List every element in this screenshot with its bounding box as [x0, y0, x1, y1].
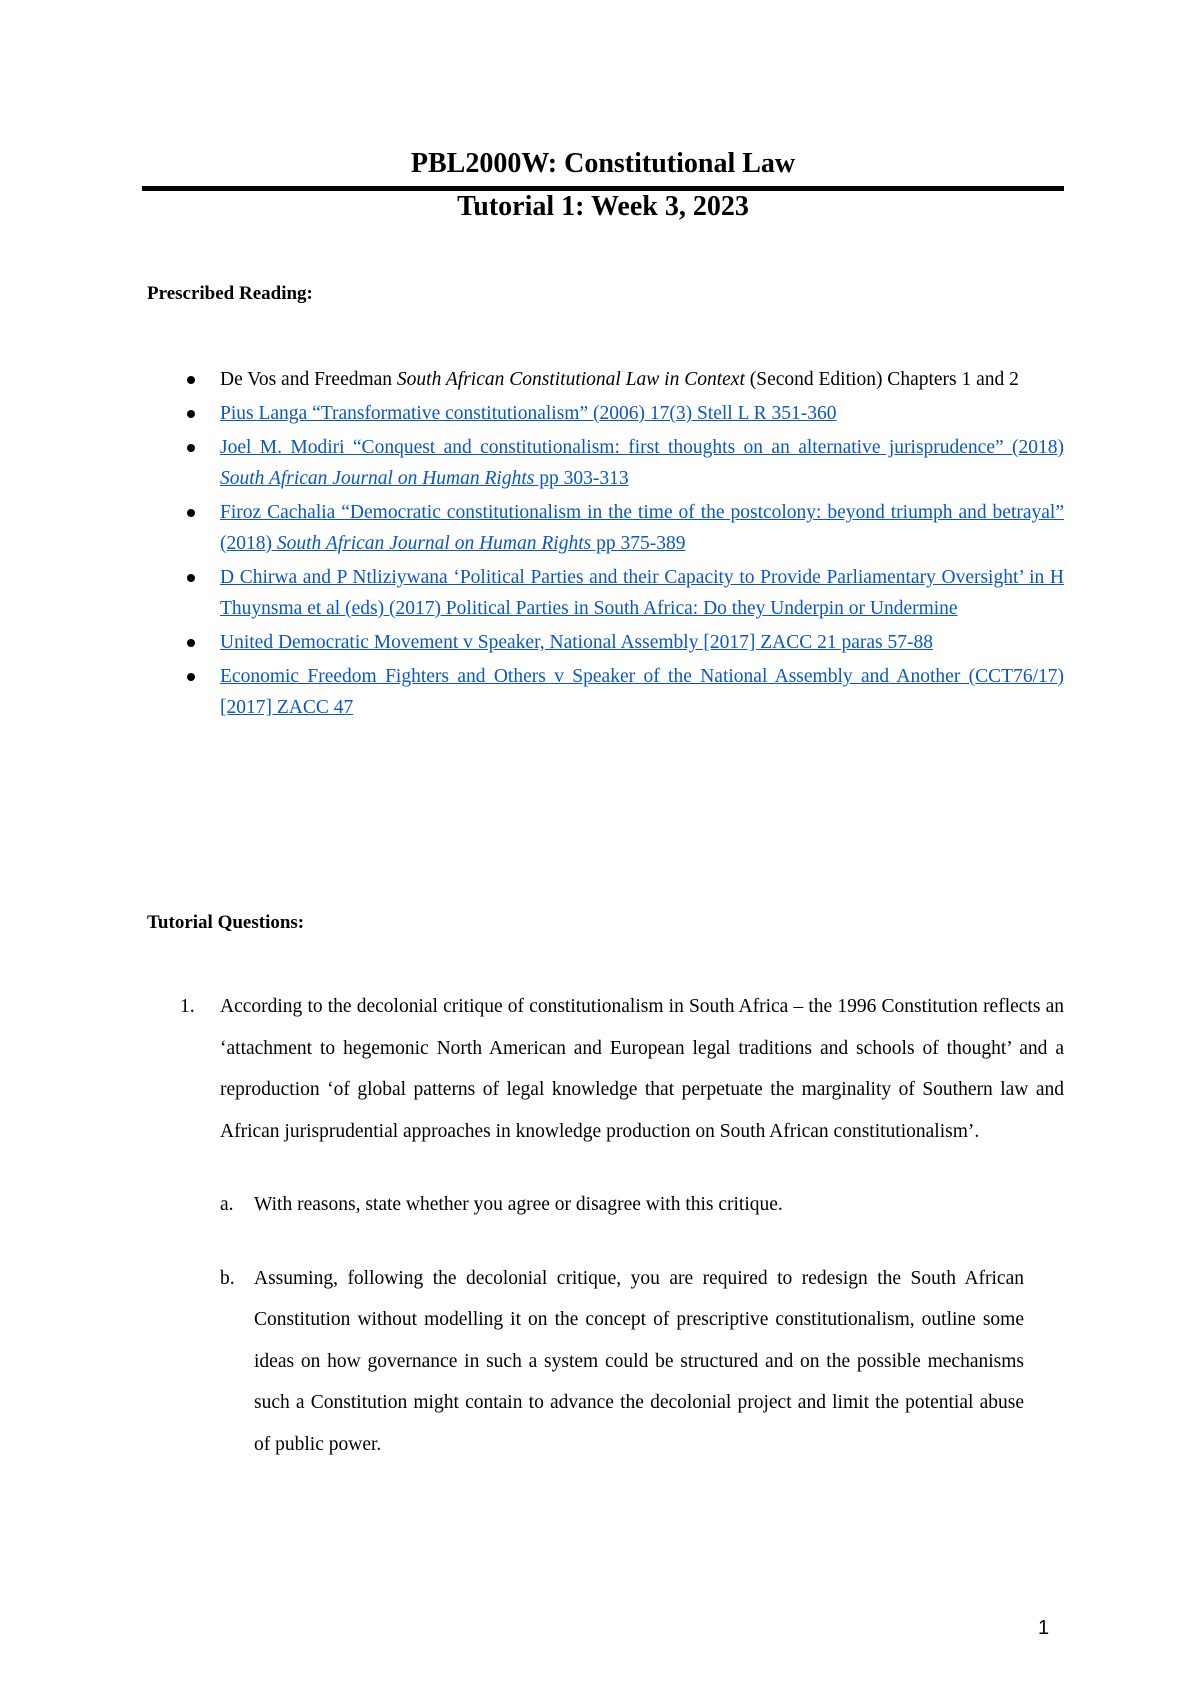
reading-link-text: Firoz Cachalia “Democratic constitutionalism in the time of the postcolony: beyond triumph and betrayal” (2018)	[220, 502, 1064, 554]
reading-link-eff[interactable]: Economic Freedom Fighters and Others v Speaker of the National Assembly and Another (CCT76/17) [2017] ZACC 47	[220, 666, 1064, 718]
reading-item-langa	[160, 398, 1064, 429]
reading-journal-title: South African Journal on Human Rights	[220, 468, 535, 489]
reading-link-text: pp 375-389	[591, 533, 686, 554]
reading-link-text: Joel M. Modiri “Conquest and constitutionalism: first thoughts on an alternative jurisprudence” (2018)	[220, 437, 1064, 458]
question-text: According to the decolonial critique of constitutionalism in South Africa – the 1996 Constitution reflects an ‘attachment to hegemonic North American and European legal traditions and schools of thought’ and a reproduction ‘of global patterns of legal knowledge that perpetuate the marginality of Southern law and African jurisprudential approaches in knowledge production on South African constitutionalism’.	[220, 996, 1064, 1142]
reading-text: (Second Edition) Chapters 1 and 2	[744, 369, 1019, 390]
reading-link-udm[interactable]: United Democratic Movement v Speaker, National Assembly [2017] ZACC 21 paras 57-88	[220, 632, 933, 653]
prescribed-reading-heading: Prescribed Reading:	[147, 283, 313, 304]
reading-link-modiri[interactable]	[220, 437, 1064, 489]
question-list	[180, 986, 1064, 1465]
sub-question-text: With reasons, state whether you agree or disagree with this critique.	[254, 1194, 783, 1215]
reading-item-cachalia	[160, 497, 1064, 559]
reading-text: De Vos and Freedman	[220, 369, 397, 390]
sub-question-a	[220, 1184, 1024, 1226]
sub-question-list	[220, 1184, 1024, 1465]
reading-link-cachalia[interactable]	[220, 502, 1064, 554]
sub-question-b	[220, 1258, 1024, 1466]
reading-item-chirwa	[160, 562, 1064, 624]
reading-item-devos	[160, 364, 1064, 395]
sub-question-text: Assuming, following the decolonial critique, you are required to redesign the South African Constitution without modelling it on the concept of prescriptive constitutionalism, outline some ideas on how governance in such a system could be structured and on the possible mechanisms such a Constitution might contain to advance the decolonial project and limit the potential abuse of public power.	[254, 1267, 1024, 1455]
question-number: 1.	[180, 996, 195, 1017]
bullet-icon	[187, 376, 195, 384]
reading-journal-title: South African Journal on Human Rights	[276, 533, 592, 554]
reading-list	[160, 364, 1064, 726]
reading-link-langa[interactable]: Pius Langa “Transformative constitutionalism” (2006) 17(3) Stell L R 351-360	[220, 403, 837, 424]
document-subtitle: Tutorial 1: Week 3, 2023	[457, 191, 749, 222]
reading-item-eff	[160, 661, 1064, 723]
bullet-icon	[187, 673, 195, 681]
bullet-icon	[187, 410, 195, 418]
bullet-icon	[187, 574, 195, 582]
reading-link-chirwa[interactable]: D Chirwa and P Ntliziywana ‘Political Parties and their Capacity to Provide Parliamentary Oversight’ in H Thuynsma et al (eds) (2017) Political Parties in South Africa: Do they Underpin or Undermine	[220, 567, 1064, 619]
reading-item-udm	[160, 627, 1064, 658]
question-item-1	[180, 986, 1064, 1152]
reading-book-title: South African Constitutional Law in Context	[396, 369, 745, 390]
document-title: PBL2000W: Constitutional Law	[410, 148, 796, 179]
sub-question-letter: b.	[220, 1267, 235, 1289]
reading-item-modiri	[160, 432, 1064, 494]
bullet-icon	[187, 639, 195, 647]
page-number: 1	[1038, 1617, 1050, 1639]
bullet-icon	[187, 509, 195, 517]
bullet-icon	[187, 444, 195, 452]
tutorial-questions-heading: Tutorial Questions:	[147, 912, 305, 933]
sub-question-letter: a.	[220, 1194, 234, 1215]
reading-link-text: pp 303-313	[534, 468, 629, 489]
